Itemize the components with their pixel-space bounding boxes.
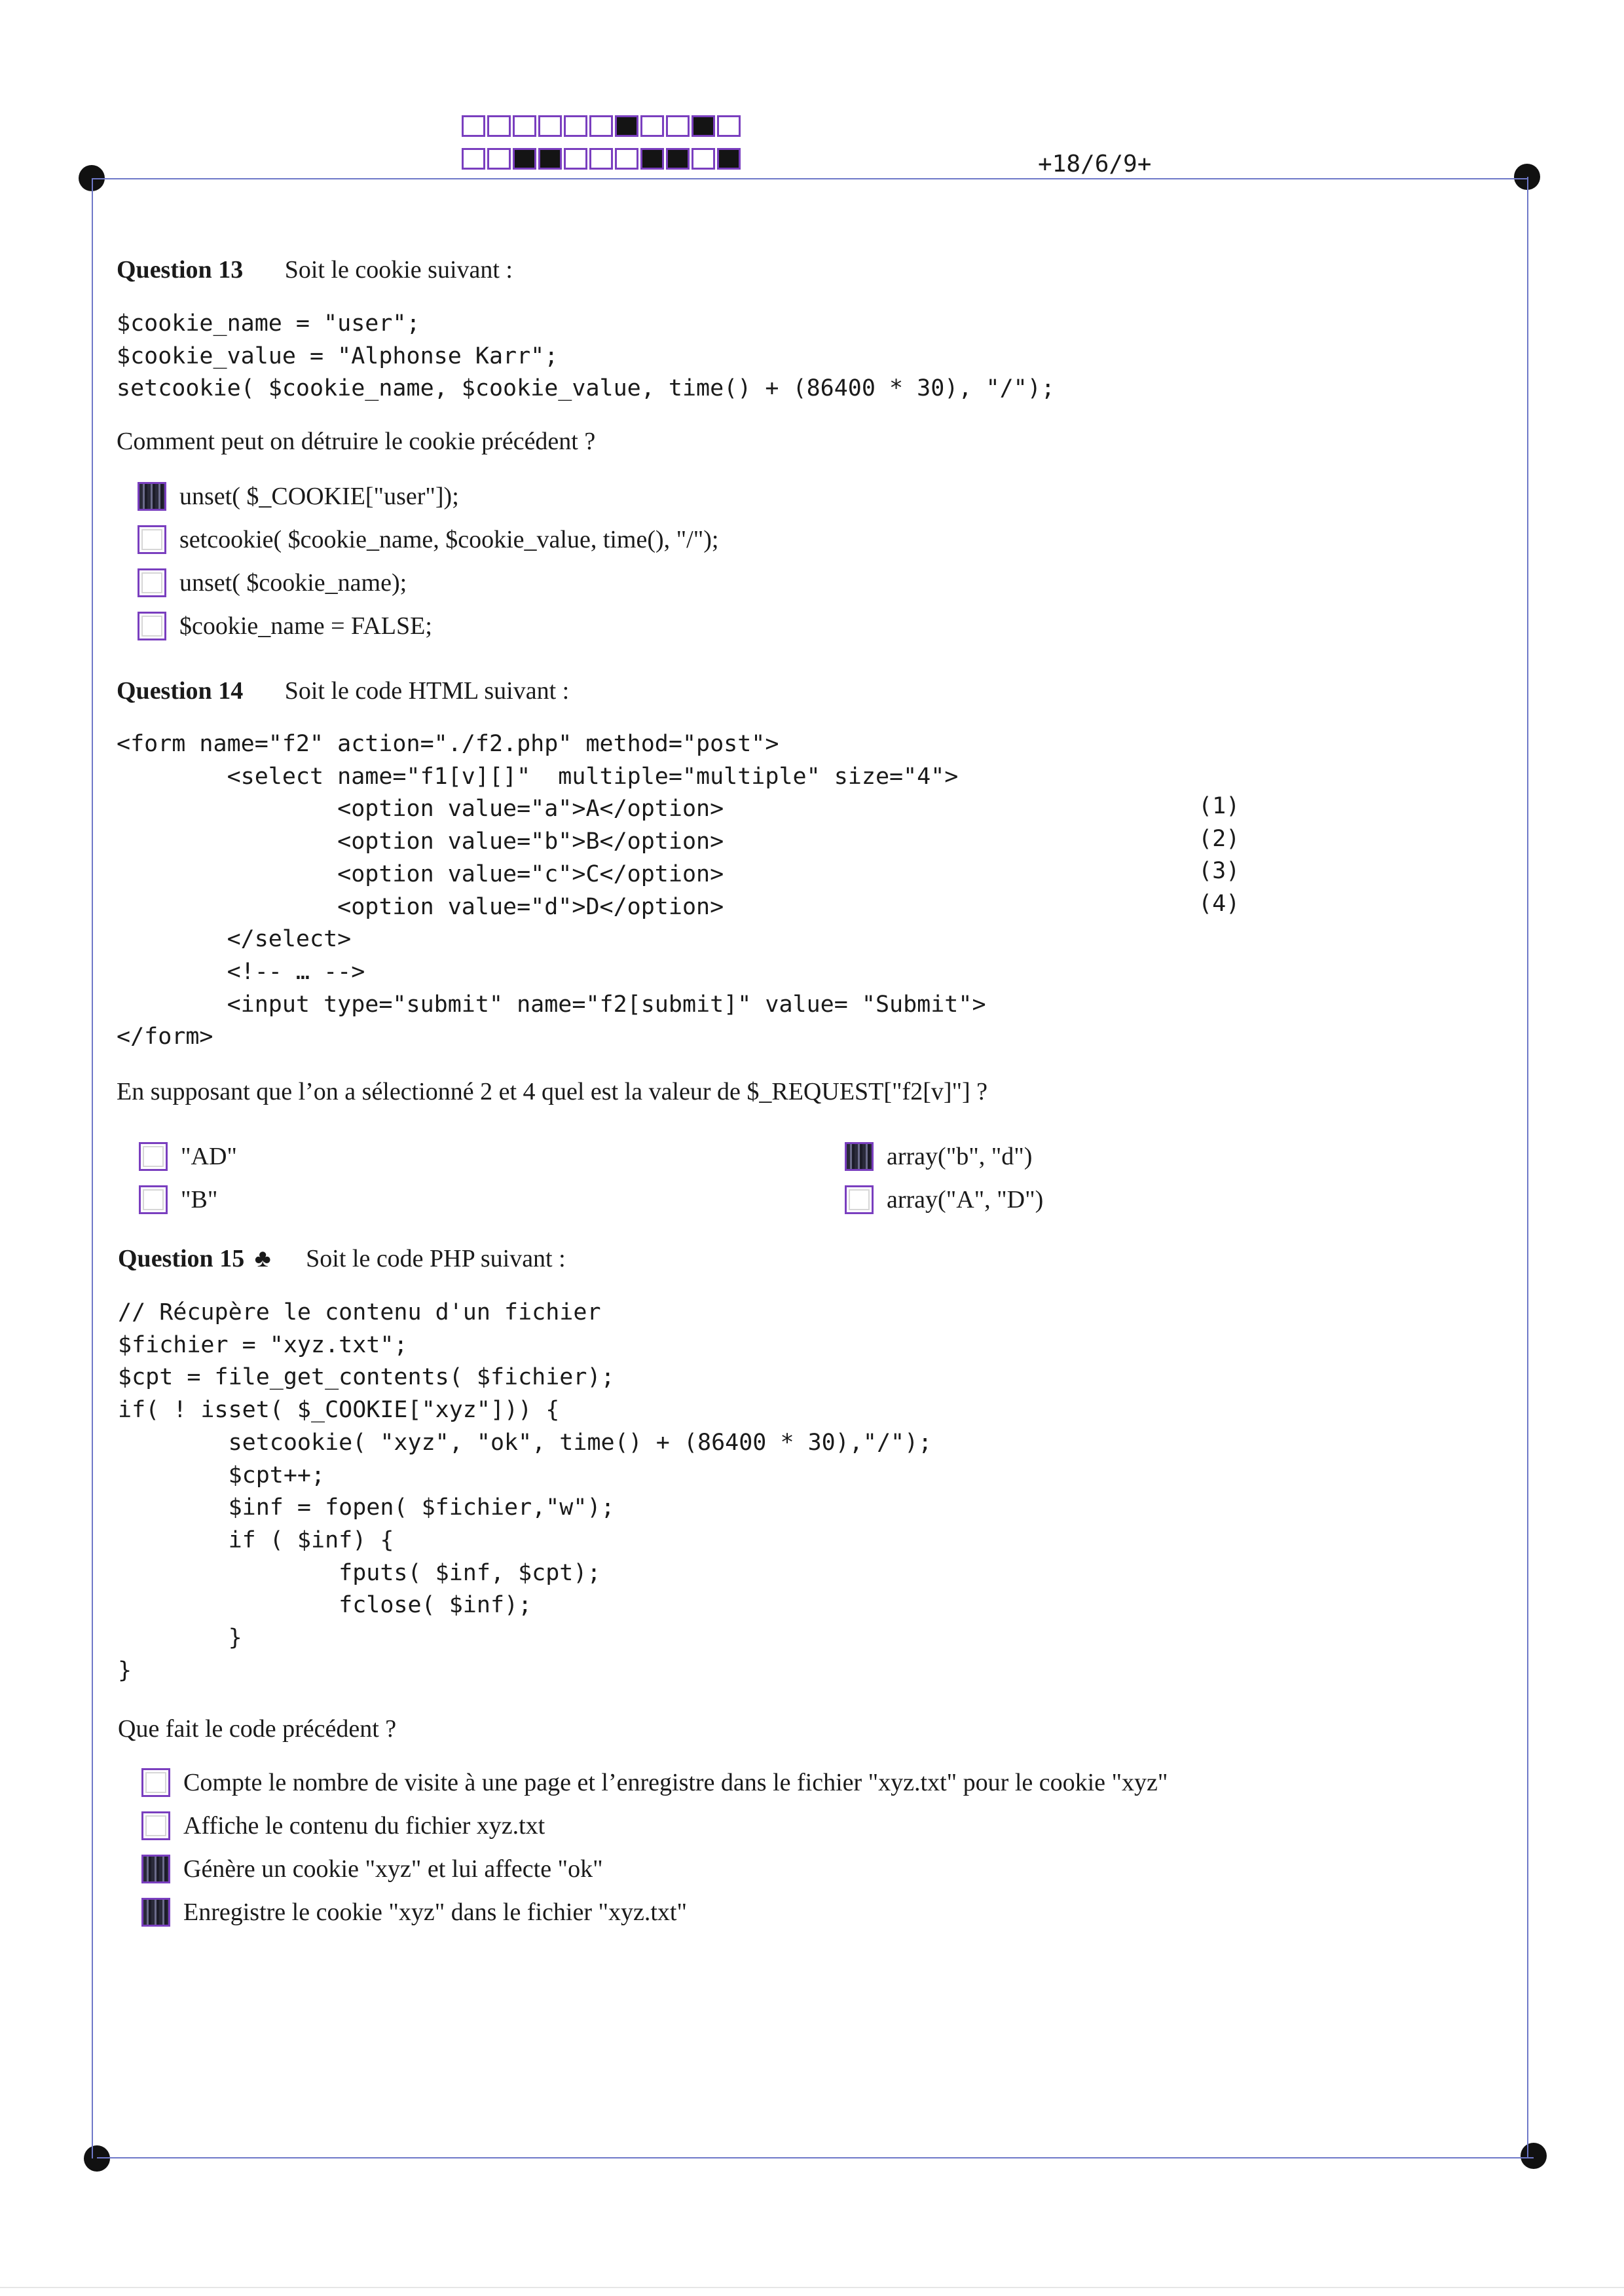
q14-prompt: Soit le code HTML suivant : bbox=[284, 677, 570, 705]
barcode-row-1-cell bbox=[538, 115, 562, 137]
q13-option-label: unset( $cookie_name); bbox=[179, 569, 407, 597]
q14-option-label: "AD" bbox=[181, 1143, 237, 1170]
barcode-row-1-cell bbox=[564, 115, 587, 137]
q15-option-1[interactable] bbox=[141, 1768, 1168, 1797]
q15-question: Que fait le code précédent ? bbox=[118, 1715, 397, 1743]
barcode-row-1 bbox=[462, 115, 743, 137]
registration-mark-bottom-left bbox=[84, 2145, 110, 2172]
q13-code: $cookie_name = "user"; $cookie_value = "Alphonse Karr"; setcookie( $cookie_name, $cookie_value, time() + (86400 * 30), "/"); bbox=[117, 310, 1055, 402]
barcode-row-1-cell bbox=[666, 115, 690, 137]
q15-option-label: Compte le nombre de visite à une page et l’enregistre dans le fichier "xyz.txt" pour le cookie "xyz" bbox=[183, 1769, 1168, 1796]
checkbox-empty[interactable] bbox=[138, 525, 166, 554]
footer-rule bbox=[0, 2287, 1624, 2288]
checkbox-empty[interactable] bbox=[141, 1811, 170, 1840]
q14-option-3[interactable] bbox=[845, 1142, 1032, 1171]
frame-left bbox=[92, 178, 93, 2158]
barcode-row-1-cell bbox=[462, 115, 485, 137]
q13-option-4[interactable] bbox=[138, 612, 432, 640]
barcode-row-2-cell bbox=[615, 148, 638, 170]
barcode-row-2-cell bbox=[666, 148, 690, 170]
barcode-row-1-cell bbox=[640, 115, 664, 137]
q14-title bbox=[117, 676, 569, 705]
barcode-row-2-cell bbox=[640, 148, 664, 170]
q14-code: <form name="f2" action="./f2.php" method="post"> <select name="f1[v][]" multiple="multiple" size="4"> <option value="a">A</option> <option value="b">B</option> <option value="c">C</option> <option value="d">D</option> </select> <!-- … --> <input type="submit" name="f2[submit]" value= "Submit"> </form> bbox=[117, 731, 986, 1050]
q15-option-3[interactable] bbox=[141, 1855, 603, 1883]
q15-code: // Récupère le contenu d'un fichier $fichier = "xyz.txt"; $cpt = file_get_contents( $fichier); if( ! isset( $_COOKIE["xyz"])) { setcookie( "xyz", "ok", time() + (86400 * 30),"/"); $cpt++; $inf = fopen( $fichier,"w"); if ( $inf) { fputs( $inf, $cpt); fclose( $inf); } } bbox=[118, 1299, 932, 1684]
q13-option-label: unset( $_COOKIE["user"]); bbox=[179, 483, 459, 510]
q15-title bbox=[118, 1244, 566, 1273]
checkbox-empty[interactable] bbox=[139, 1142, 168, 1171]
registration-mark-bottom-right bbox=[1521, 2143, 1547, 2169]
q14-option-2[interactable] bbox=[139, 1185, 217, 1214]
barcode-row-1-cell bbox=[513, 115, 536, 137]
frame-top bbox=[92, 178, 1527, 179]
checkbox-empty[interactable] bbox=[138, 612, 166, 640]
q14-line-numbers: (1) (2) (3) (4) bbox=[1198, 793, 1240, 917]
checkbox-checked[interactable] bbox=[138, 482, 166, 511]
checkbox-checked[interactable] bbox=[141, 1898, 170, 1927]
q15-option-4[interactable] bbox=[141, 1898, 687, 1927]
barcode-row-1-cell bbox=[615, 115, 638, 137]
q13-option-label: setcookie( $cookie_name, $cookie_value, time(), "/"); bbox=[179, 526, 719, 553]
checkbox-checked[interactable] bbox=[141, 1855, 170, 1883]
q15-prompt: Soit le code PHP suivant : bbox=[306, 1245, 566, 1272]
q15-option-2[interactable] bbox=[141, 1811, 545, 1840]
barcode-row-2-cell bbox=[462, 148, 485, 170]
frame-right bbox=[1527, 177, 1528, 2157]
club-icon: ♣ bbox=[254, 1245, 271, 1272]
barcode-row-2 bbox=[462, 148, 743, 170]
q14-question: En supposant que l’on a sélectionné 2 et 4 quel est la valeur de $_REQUEST["f2[v]"] ? bbox=[117, 1078, 988, 1105]
q15-option-label: Affiche le contenu du fichier xyz.txt bbox=[183, 1812, 545, 1840]
checkbox-checked[interactable] bbox=[845, 1142, 874, 1171]
q14-option-4[interactable] bbox=[845, 1185, 1043, 1214]
q13-option-3[interactable] bbox=[138, 568, 407, 597]
barcode-row-1-cell bbox=[487, 115, 511, 137]
checkbox-empty[interactable] bbox=[139, 1185, 168, 1214]
barcode-row-2-cell bbox=[589, 148, 613, 170]
checkbox-empty[interactable] bbox=[138, 568, 166, 597]
q14-option-1[interactable] bbox=[139, 1142, 237, 1171]
barcode-row-1-cell bbox=[589, 115, 613, 137]
q13-title bbox=[117, 255, 513, 284]
barcode-row-1-cell bbox=[692, 115, 715, 137]
barcode-row-2-cell bbox=[513, 148, 536, 170]
frame-bottom bbox=[97, 2157, 1534, 2158]
q13-option-label: $cookie_name = FALSE; bbox=[179, 612, 432, 640]
q14-option-label: array("A", "D") bbox=[887, 1186, 1044, 1213]
q14-option-label: "B" bbox=[181, 1186, 218, 1213]
barcode-row-1-cell bbox=[717, 115, 741, 137]
q13-option-2[interactable] bbox=[138, 525, 718, 554]
q13-label: Question 13 bbox=[117, 256, 244, 284]
q13-question: Comment peut on détruire le cookie précédent ? bbox=[117, 428, 596, 455]
q15-label: Question 15 bbox=[118, 1245, 245, 1272]
checkbox-empty[interactable] bbox=[845, 1185, 874, 1214]
page-id: +18/6/9+ bbox=[1038, 151, 1152, 177]
checkbox-empty[interactable] bbox=[141, 1768, 170, 1797]
barcode-row-2-cell bbox=[692, 148, 715, 170]
q15-option-label: Enregistre le cookie "xyz" dans le fichier "xyz.txt" bbox=[183, 1898, 687, 1926]
barcode-row-2-cell bbox=[717, 148, 741, 170]
q13-option-1[interactable] bbox=[138, 482, 459, 511]
q14-option-label: array("b", "d") bbox=[887, 1143, 1033, 1170]
barcode-row-2-cell bbox=[564, 148, 587, 170]
q14-label: Question 14 bbox=[117, 677, 244, 705]
q15-option-label: Génère un cookie "xyz" et lui affecte "ok" bbox=[183, 1855, 603, 1883]
q13-prompt: Soit le cookie suivant : bbox=[284, 256, 513, 284]
barcode-row-2-cell bbox=[487, 148, 511, 170]
barcode-row-2-cell bbox=[538, 148, 562, 170]
